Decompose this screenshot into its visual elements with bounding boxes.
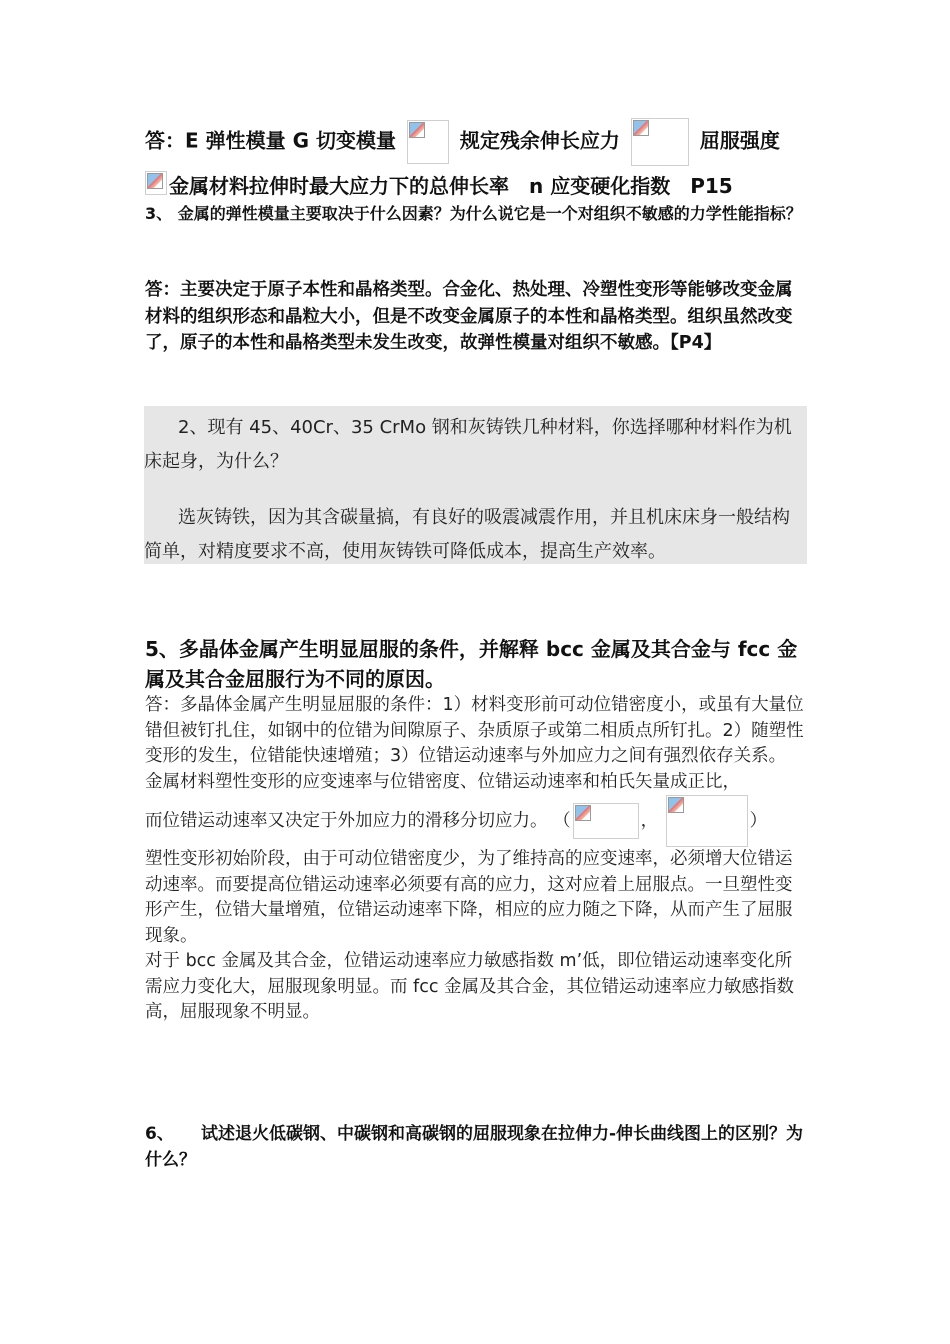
close-paren: ） bbox=[749, 811, 768, 831]
answer-5-para-2: 金属材料塑性变形的应变速率与位错密度、位错运动速率和柏氏矢量成正比， bbox=[145, 771, 740, 792]
broken-image-icon bbox=[633, 120, 649, 136]
answer-5-para-3: 而位错运动速率又决定于外加应力的滑移分切应力。 bbox=[145, 811, 548, 831]
answer-5-para-1: 答：多晶体金属产生明显屈服的条件：1）材料变形前可动位错密度小，或虽有大量位错但被钉扎住，如钢中的位错为间隙原子、杂质原子或第二相质点所钉扎。2）随塑性变形的发生，位错能快速增殖；3）位错运动速率与外加应力之间有强烈依存关系。 bbox=[145, 695, 804, 766]
formula-image-placeholder bbox=[145, 171, 167, 195]
shaded-question: 2、现有 45、40Cr、35 CrMo 钢和灰铸铁几种材料，你选择哪种材料作为机床起身，为什么？ bbox=[144, 417, 792, 472]
formula-image-placeholder bbox=[407, 120, 449, 164]
question-3-text: 3、 金属的弹性模量主要取决于什么因素？为什么说它是一个对组织不敏感的力学性能指标？ bbox=[145, 204, 802, 223]
formula-image-placeholder bbox=[631, 118, 689, 166]
shaded-answer: 选灰铸铁，因为其含碳量搞，有良好的吸震减震作用，并且机床床身一般结构简单，对精度要求不高，使用灰铸铁可降低成本，提高生产效率。 bbox=[144, 507, 790, 562]
broken-image-icon bbox=[668, 797, 684, 813]
question-6-number: 6、 bbox=[145, 1124, 174, 1144]
answer-5 bbox=[145, 693, 807, 1026]
question-5 bbox=[145, 634, 807, 694]
shaded-excerpt bbox=[144, 406, 807, 564]
question-6-text bbox=[145, 1121, 807, 1173]
answer-text: 金属材料拉伸时最大应力下的总伸长率 n 应变硬化指数 P15 bbox=[169, 174, 733, 198]
answer-5-para-5: 对于 bcc 金属及其合金，位错运动速率应力敏感指数 m’低，即位错运动速率变化所需应力变化大，屈服现象明显。而 fcc 金属及其合金，其位错运动速率应力敏感指数高，屈服现象不明显。 bbox=[145, 951, 795, 1022]
broken-image-icon bbox=[575, 805, 591, 821]
formula-image-placeholder bbox=[666, 795, 748, 847]
answer-prefix: 答：E 弹性模量 G 切变模量 bbox=[145, 128, 396, 153]
answer-3-text: 答：主要决定于原子本性和晶格类型。合金化、热处理、冷塑性变形等能够改变金属材料的组织形态和晶粒大小，但是不改变金属原子的本性和晶格类型。组织虽然改变了，原子的本性和晶格类型未发生改变，故弹性模量对组织不敏感。【P4】 bbox=[145, 280, 793, 353]
answer-text: 屈服强度 bbox=[699, 128, 780, 153]
open-paren: （ bbox=[553, 811, 571, 831]
comma: ， bbox=[640, 811, 659, 831]
question-3 bbox=[145, 201, 807, 227]
broken-image-icon bbox=[147, 173, 163, 189]
question-6-body: 试述退火低碳钢、中碳钢和高碳钢的屈服现象在拉伸力-伸长曲线图上的区别？为什么？ bbox=[145, 1124, 804, 1170]
answer-symbols-line-2 bbox=[145, 166, 807, 206]
formula-image-placeholder bbox=[573, 803, 639, 839]
broken-image-icon bbox=[409, 122, 425, 138]
question-5-text: 5、多晶体金属产生明显屈服的条件，并解释 bcc 金属及其合金与 fcc 金属及其合金屈服行为不同的原因。 bbox=[145, 637, 798, 691]
answer-symbols-line-1 bbox=[145, 118, 807, 166]
answer-5-para-4: 塑性变形初始阶段，由于可动位错密度少，为了维持高的应变速率，必须增大位错运动速率。而要提高位错运动速率必须要有高的应力，这对应着上屈服点。一旦塑性变形产生，位错大量增殖，位错运动速率下降，相应的应力随之下降，从而产生了屈服现象。 bbox=[145, 849, 793, 946]
answer-5-formula-line bbox=[145, 795, 807, 847]
question-6 bbox=[145, 1121, 807, 1173]
answer-3 bbox=[145, 277, 807, 357]
answer-symbols-block bbox=[145, 118, 807, 206]
answer-text: 规定残余伸长应力 bbox=[459, 128, 620, 153]
